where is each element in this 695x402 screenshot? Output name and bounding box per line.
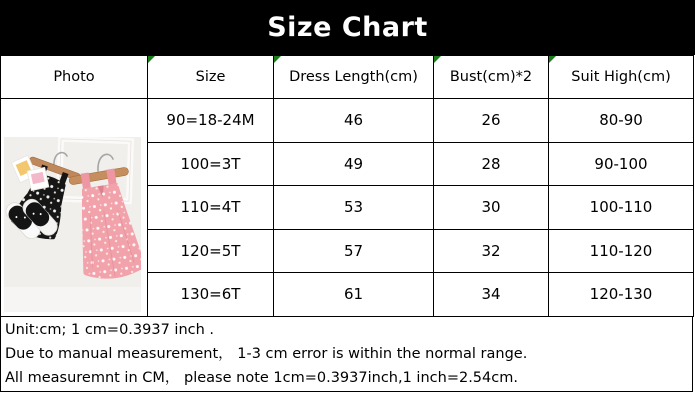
cell-comment-marker-icon bbox=[434, 56, 441, 63]
note-line: Unit:cm; 1 cm=0.3937 inch . bbox=[5, 321, 215, 338]
suit-high-cell: 80-90 bbox=[549, 99, 694, 143]
page-title: Size Chart bbox=[0, 0, 695, 55]
measurement-notes bbox=[0, 317, 693, 392]
column-header-suit-high bbox=[549, 56, 694, 99]
dress-length-cell: 46 bbox=[274, 99, 434, 143]
size-cell: 110=4T bbox=[148, 186, 274, 230]
dress-length-cell: 57 bbox=[274, 229, 434, 273]
header-row bbox=[1, 56, 694, 99]
suit-high-cell: 110-120 bbox=[549, 229, 694, 273]
product-photo-cell bbox=[1, 99, 148, 317]
column-header-label: Bust(cm)*2 bbox=[449, 69, 533, 85]
note-line: All measuremnt in CM， please note 1cm=0.3937inch,1 inch=2.54cm. bbox=[5, 369, 518, 386]
bust-cell: 28 bbox=[434, 142, 549, 186]
size-cell: 90=18-24M bbox=[148, 99, 274, 143]
note-line: Due to manual measurement， 1-3 cm error is within the normal range. bbox=[5, 345, 528, 362]
column-header-dress-length bbox=[274, 56, 434, 99]
column-header-photo: Photo bbox=[1, 56, 148, 99]
dress-length-cell: 61 bbox=[274, 273, 434, 317]
bust-cell: 26 bbox=[434, 99, 549, 143]
photo-backdrop-floor bbox=[4, 287, 141, 312]
size-cell: 120=5T bbox=[148, 229, 274, 273]
table-row bbox=[1, 99, 694, 143]
size-cell: 130=6T bbox=[148, 273, 274, 317]
suit-high-cell: 90-100 bbox=[549, 142, 694, 186]
bust-cell: 32 bbox=[434, 229, 549, 273]
cell-comment-marker-icon bbox=[148, 56, 155, 63]
column-header-size bbox=[148, 56, 274, 99]
suit-high-cell: 120-130 bbox=[549, 273, 694, 317]
cell-comment-marker-icon bbox=[274, 56, 281, 63]
size-table bbox=[0, 55, 694, 317]
column-header-label: Dress Length(cm) bbox=[289, 69, 418, 85]
size-cell: 100=3T bbox=[148, 142, 274, 186]
cell-comment-marker-icon bbox=[549, 56, 556, 63]
product-photo bbox=[4, 137, 141, 312]
column-header-bust bbox=[434, 56, 549, 99]
suit-high-cell: 100-110 bbox=[549, 186, 694, 230]
dress-length-cell: 49 bbox=[274, 142, 434, 186]
bust-cell: 30 bbox=[434, 186, 549, 230]
dress-length-cell: 53 bbox=[274, 186, 434, 230]
bust-cell: 34 bbox=[434, 273, 549, 317]
column-header-label: Suit High(cm) bbox=[571, 69, 671, 85]
column-header-label: Size bbox=[195, 69, 226, 85]
